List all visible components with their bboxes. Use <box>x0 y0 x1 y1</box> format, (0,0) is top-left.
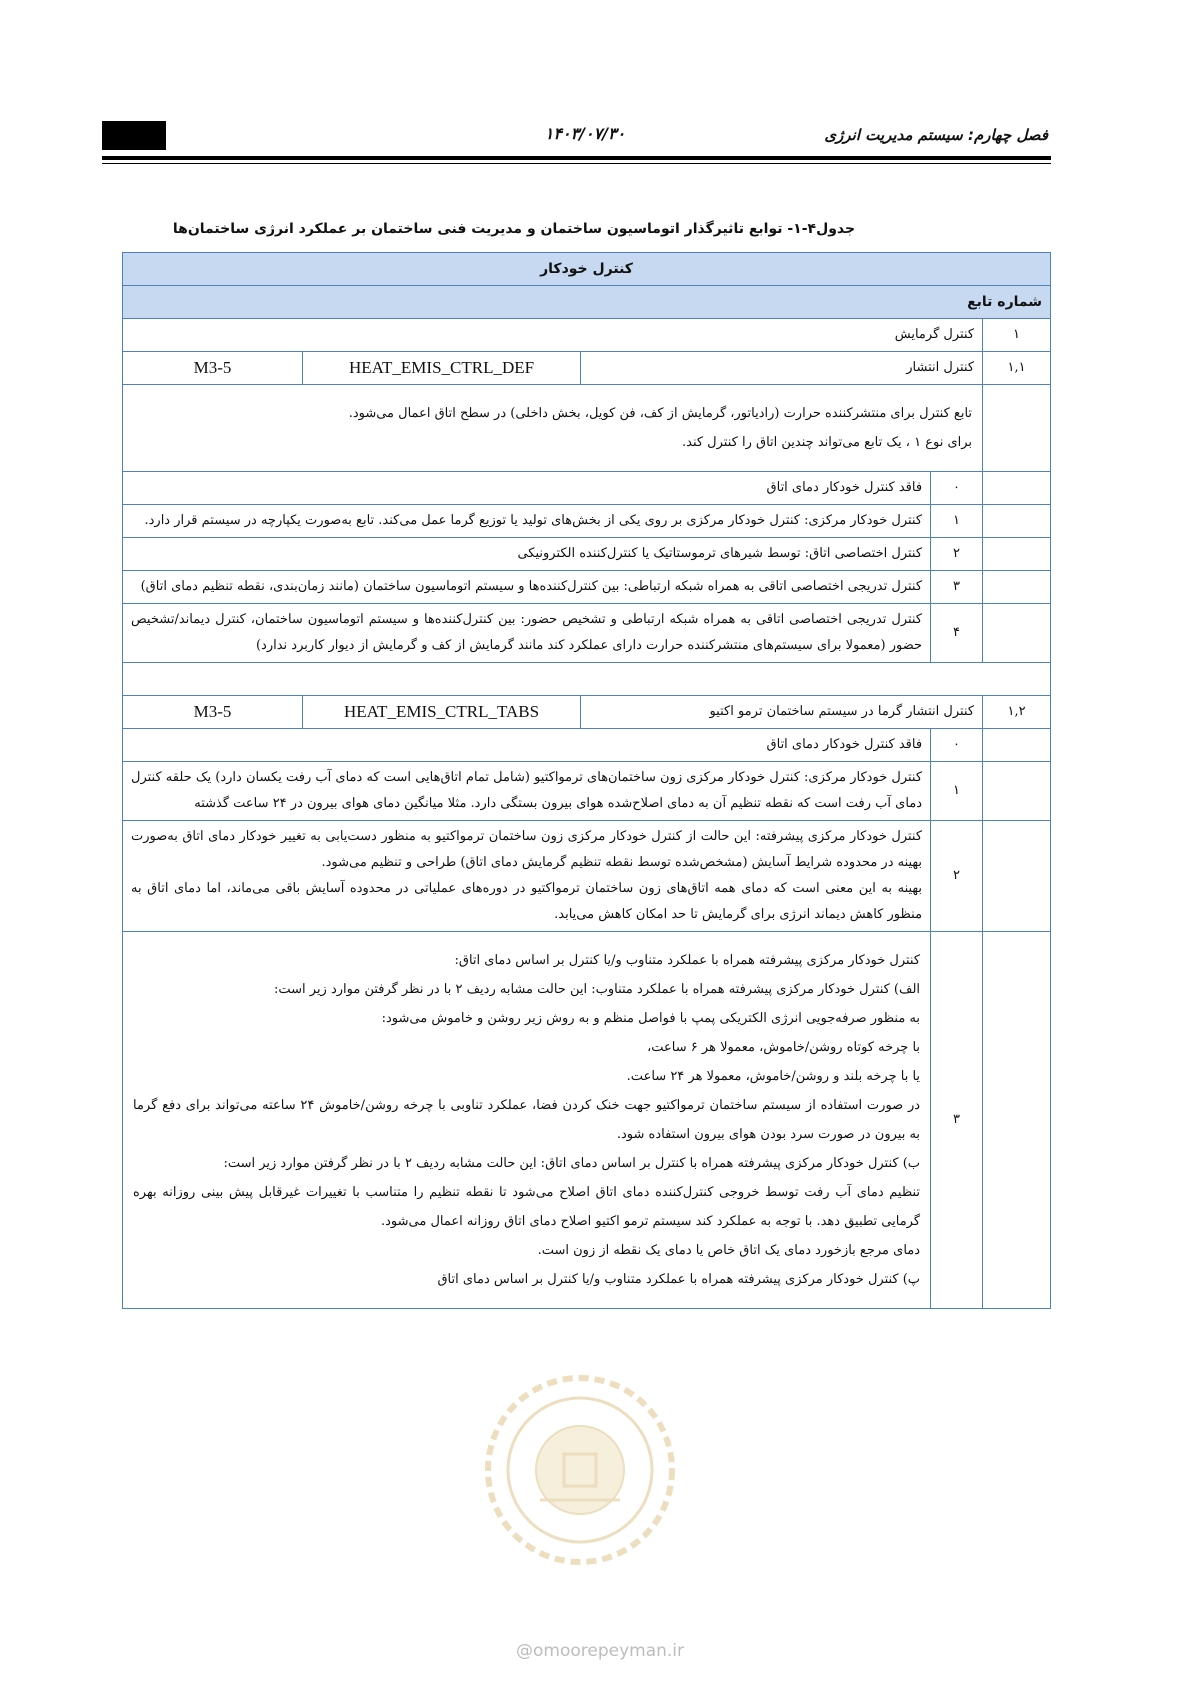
option-row <box>123 932 1051 1309</box>
table-title-row <box>123 253 1051 286</box>
description-line: برای نوع ۱ ، یک تابع می‌تواند چندین اتاق را کنترل کند. <box>681 435 973 450</box>
function-code: HEAT_EMIS_CTRL_DEF <box>303 352 581 385</box>
option-number: ۰ <box>931 472 983 505</box>
option-number: ۲ <box>931 821 983 932</box>
option-number: ۳ <box>931 932 983 1309</box>
option-line: تنظیم دمای آب رفت توسط خروجی کنترل‌کننده دمای اتاق اصلاح می‌شود تا نقطه تنظیم را متناسب با تغییرات غیرقابل پیش بینی روزانه بهره گرمایی تطبیق دهد. با توجه به عملکرد کند سیستم ترمو اکتیو اصلاح دمای اتاق روزانه اعمال می‌شود. <box>133 1185 921 1229</box>
header-rule-thin <box>102 163 1051 164</box>
function-number-header: شماره تابع <box>123 286 1051 319</box>
option-line: پ) کنترل خودکار مرکزی پیشرفته همراه با عملکرد متناوب و/یا کنترل بر اساس دمای اتاق <box>437 1272 921 1287</box>
option-number: ۱ <box>931 505 983 538</box>
function-description-row <box>123 385 1051 472</box>
option-text: کنترل خودکار مرکزی: کنترل خودکار مرکزی بر روی یکی از بخش‌های تولید یا توزیع گرما عمل می‌کند. تابع به‌صورت یکپارچه در سیستم قرار دارد. <box>123 505 931 538</box>
header-chapter-title: فصل چهارم: سیستم مدیریت انرژی <box>824 126 1048 144</box>
header-black-box <box>102 121 166 150</box>
table-header-row <box>123 286 1051 319</box>
function-number: ۱,۱ <box>983 352 1051 385</box>
function-number: ۱,۲ <box>983 696 1051 729</box>
option-number: ۴ <box>931 604 983 663</box>
option-row <box>123 571 1051 604</box>
function-label: کنترل انتشار گرما در سیستم ساختمان ترمو اکتیو <box>581 696 983 729</box>
function-ref: M3-5 <box>123 352 303 385</box>
function-label: کنترل انتشار <box>581 352 983 385</box>
section-row <box>123 319 1051 352</box>
option-text: فاقد کنترل خودکار دمای اتاق <box>123 472 931 505</box>
option-line: دمای مرجع بازخورد دمای یک اتاق خاص یا دمای یک نقطه از زون است. <box>537 1243 921 1258</box>
option-row <box>123 538 1051 571</box>
option-line: ب) کنترل خودکار مرکزی پیشرفته همراه با کنترل بر اساس دمای اتاق: این حالت مشابه ردیف ۲ با در نظر گرفتن موارد زیر است: <box>223 1156 921 1171</box>
option-row <box>123 604 1051 663</box>
option-text: بهینه به این معنی است که دمای همه اتاق‌های زون ساختمان ترمواکتیو در دوره‌های عملیاتی در محدوده آسایش باقی می‌ماند، اما دمای اتاق به منظور کاهش دیماند انرژی برای گرمایش تا حد امکان کاهش می‌یابد. <box>131 881 923 922</box>
option-row <box>123 762 1051 821</box>
option-text: کنترل خودکار مرکزی: کنترل خودکار مرکزی زون ساختمان‌های ترمواکتیو (شامل تمام اتاق‌هایی است که دمای آب رفت یکسان دارد) یک حلقه کنترل دمای آب رفت است که نقطه تنظیم آن به دمای اصلاح‌شده هوای بیرون بستگی دارد. مثلا میانگین دمای هوای بیرون در ۲۴ ساعت گذشته <box>123 762 931 821</box>
function-row <box>123 696 1051 729</box>
option-line: کنترل خودکار مرکزی پیشرفته همراه با عملکرد متناوب و/یا کنترل بر اساس دمای اتاق: <box>454 953 921 968</box>
section-number: ۱ <box>983 319 1051 352</box>
header-rule <box>102 156 1051 160</box>
option-row <box>123 505 1051 538</box>
option-row <box>123 472 1051 505</box>
watermark-seal-icon <box>480 1370 680 1570</box>
watermark-text: @omoorepeyman.ir <box>515 1641 685 1661</box>
option-number: ۰ <box>931 729 983 762</box>
function-code: HEAT_EMIS_CTRL_TABS <box>303 696 581 729</box>
option-line: در صورت استفاده از سیستم ساختمان ترمواکتیو جهت خنک کردن فضا، عملکرد تناوبی با چرخه روشن/خاموش ۲۴ ساعته می‌تواند برای دفع گرما به بیرون در صورت سرد بودن هوای بیرون استفاده شود. <box>133 1098 921 1142</box>
function-row <box>123 352 1051 385</box>
header-date: ۱۴۰۳/۰۷/۳۰ <box>544 124 626 143</box>
description-line: تابع کنترل برای منتشرکننده حرارت (رادیاتور، گرمایش از کف، فن کویل، بخش داخلی) در سطح اتاق اعمال می‌شود. <box>348 406 973 421</box>
table-caption: جدول۴-۱- توابع تاثیرگذار اتوماسیون ساختمان و مدیریت فنی ساختمان بر عملکرد انرژی ساختمان‌ها <box>172 221 856 237</box>
option-line: با چرخه کوتاه روشن/خاموش، معمولا هر ۶ ساعت، <box>647 1040 921 1055</box>
option-text: کنترل تدریجی اختصاصی اتاقی به همراه شبکه ارتباطی: بین کنترل‌کننده‌ها و سیستم اتوماسیون ساختمان (مانند زمان‌بندی، نقطه تنظیم دمای اتاق) <box>123 571 931 604</box>
spacer-row <box>123 663 1051 696</box>
option-text: کنترل خودکار مرکزی پیشرفته: این حالت از کنترل خودکار مرکزی زون ساختمان ترمواکتیو به منظور دست‌یابی به تغییر خودکار دمای اتاق به‌صورت بهینه در محدوده شرایط آسایش (مشخص‌شده توسط نقطه تنظیم گرمایش دمای اتاق) طراحی و تنظیم می‌شود. <box>131 829 923 870</box>
section-label: کنترل گرمایش <box>123 319 983 352</box>
option-row <box>123 729 1051 762</box>
option-row <box>123 821 1051 932</box>
function-ref: M3-5 <box>123 696 303 729</box>
function-description <box>123 385 983 472</box>
option-number: ۱ <box>931 762 983 821</box>
table-title: کنترل خودکار <box>123 253 1051 286</box>
option-text: کنترل اختصاصی اتاق: توسط شیرهای ترموستاتیک یا کنترل‌کننده الکترونیکی <box>123 538 931 571</box>
option-text: فاقد کنترل خودکار دمای اتاق <box>123 729 931 762</box>
option-text-block <box>123 821 931 932</box>
option-line: به منظور صرفه‌جویی انرژی الکتریکی پمپ با فواصل منظم و به روش زیر روشن و خاموش می‌شود: <box>381 1011 921 1026</box>
functions-table <box>122 252 1051 1309</box>
option-line: یا با چرخه بلند و روشن/خاموش، معمولا هر ۲۴ ساعت. <box>626 1069 921 1084</box>
option-line: الف) کنترل خودکار مرکزی پیشرفته همراه با عملکرد متناوب: این حالت مشابه ردیف ۲ با در نظر گرفتن موارد زیر است: <box>273 982 921 997</box>
option-text-block <box>123 932 931 1309</box>
option-number: ۲ <box>931 538 983 571</box>
option-text: کنترل تدریجی اختصاصی اتاقی به همراه شبکه ارتباطی و تشخیص حضور: بین کنترل‌کننده‌ها و سیستم اتوماسیون ساختمان، کنترل دیماند/تشخیص حضور (معمولا برای سیستم‌های منتشرکننده حرارت دارای عملکرد کند مانند گرمایش از کف و گرمایش از دیوار کاربرد ندارد) <box>123 604 931 663</box>
option-number: ۳ <box>931 571 983 604</box>
